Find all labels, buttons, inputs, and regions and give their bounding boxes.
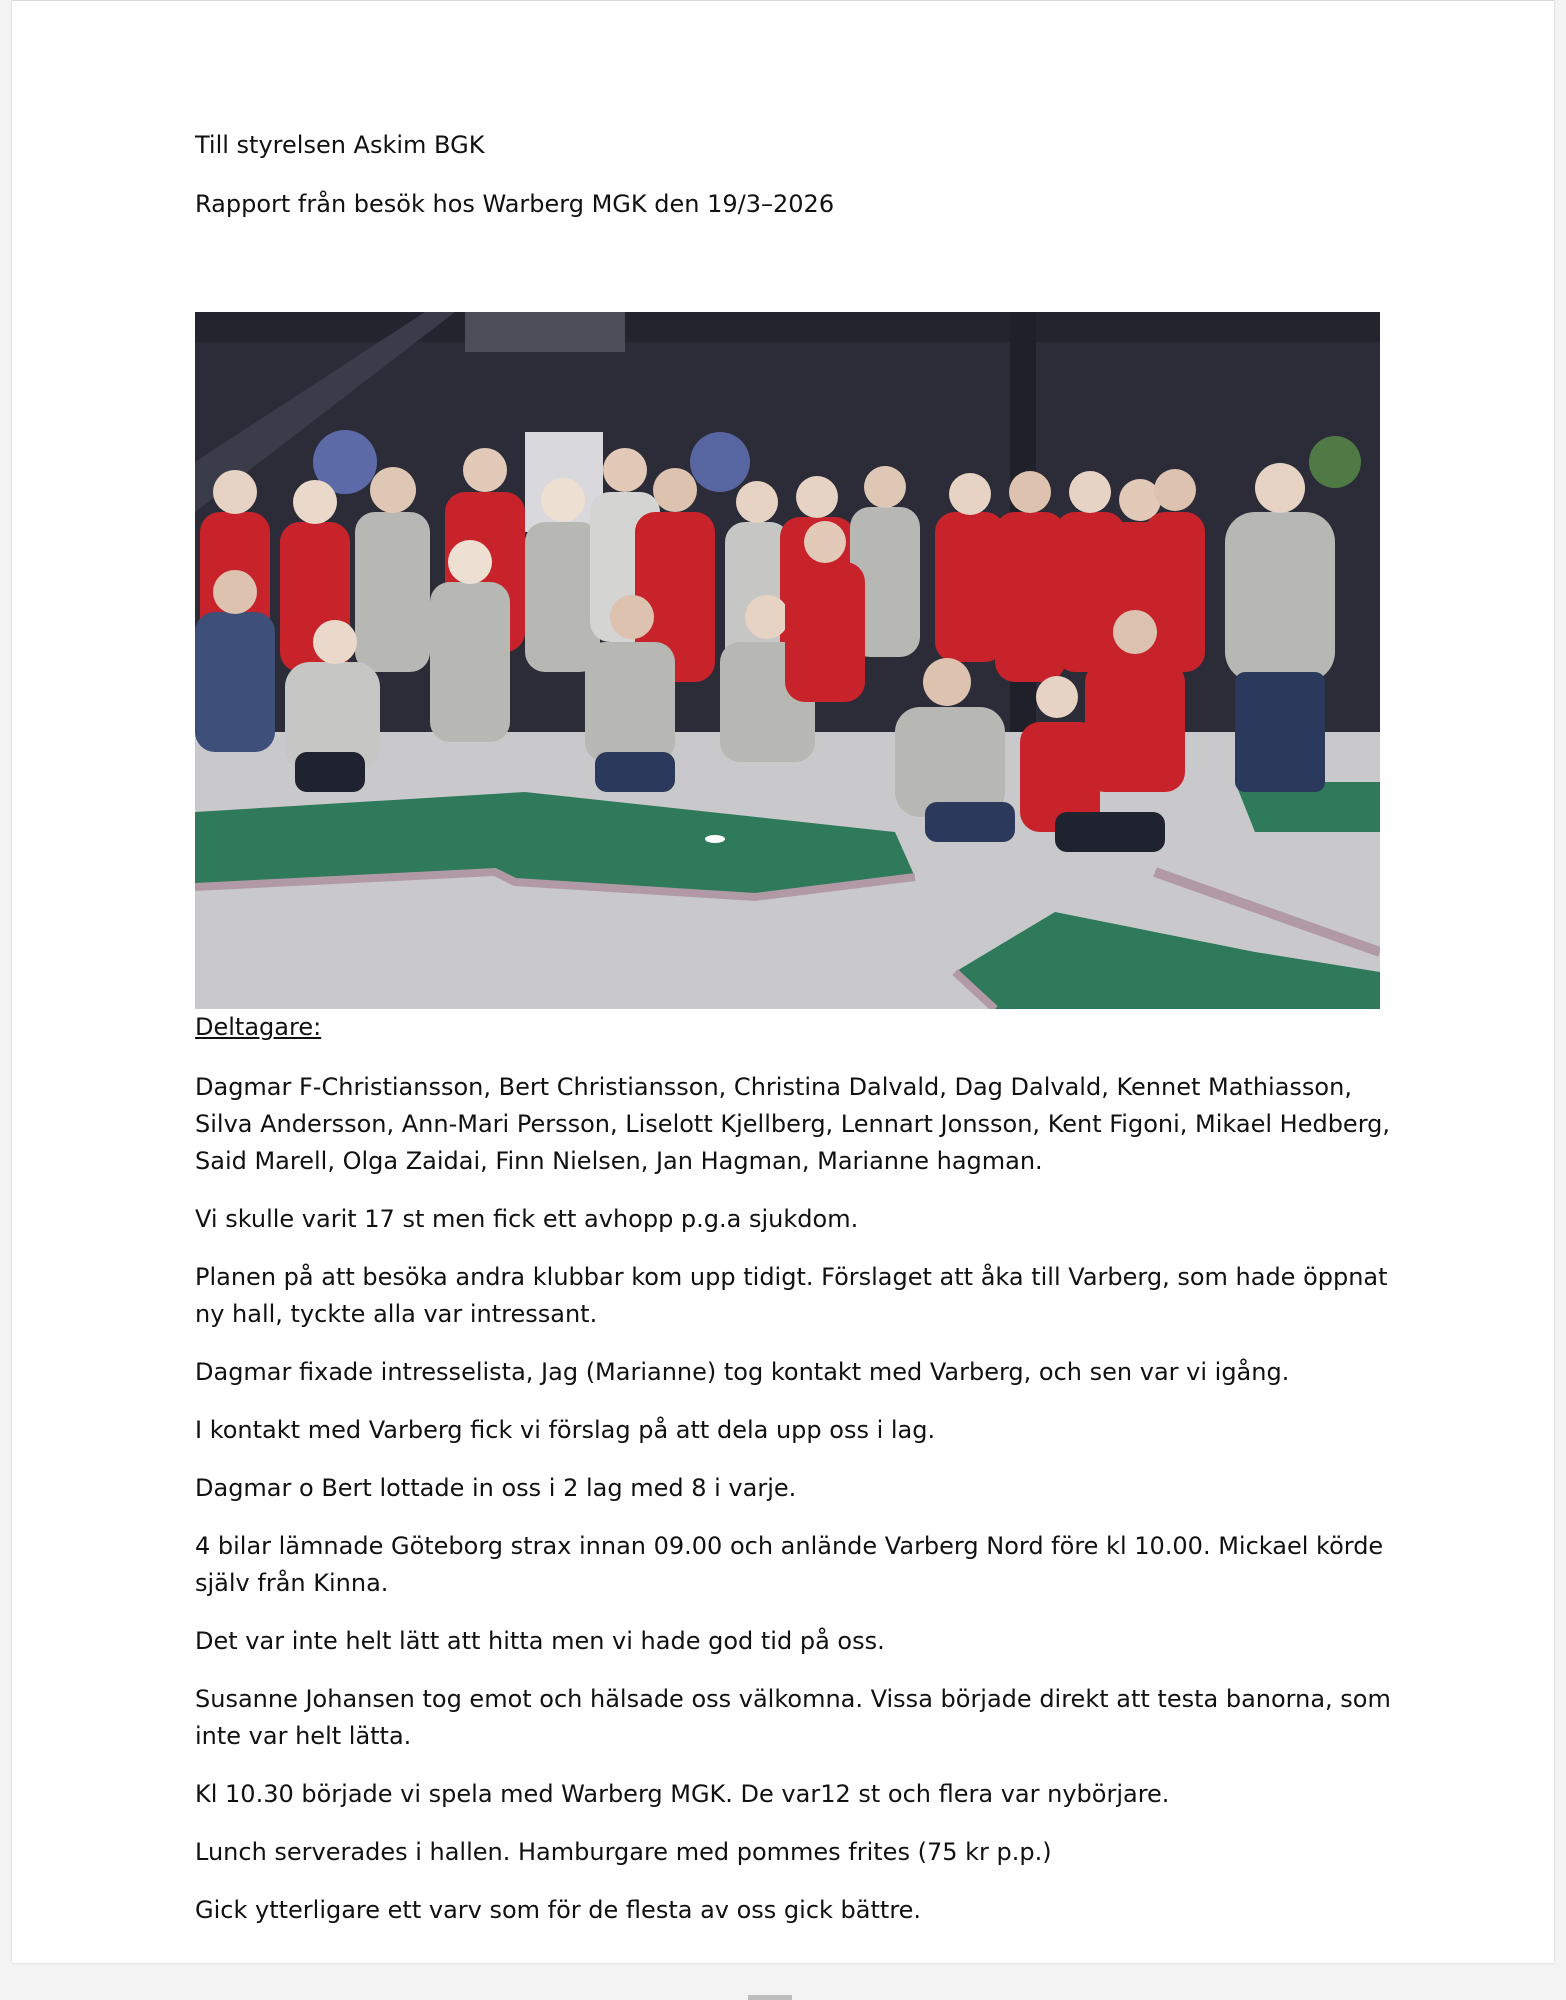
paragraph: Dagmar fixade intresselista, Jag (Marianne) tog kontakt med Varberg, och sen var vi igång. <box>195 1358 1290 1386</box>
paragraph: Det var inte helt lätt att hitta men vi hade god tid på oss. <box>195 1627 885 1655</box>
paragraph: 4 bilar lämnade Göteborg strax innan 09.00 och anlände Varberg Nord före kl 10.00. Mickael körde själv från Kinna. <box>195 1532 1384 1597</box>
paragraph: Dagmar o Bert lottade in oss i 2 lag med 8 i varje. <box>195 1474 797 1502</box>
page-divider-mark <box>748 1995 792 2000</box>
paragraph: Susanne Johansen tog emot och hälsade oss välkomna. Vissa började direkt att testa banorna, som inte var helt lätta. <box>195 1685 1391 1750</box>
paragraph: I kontakt med Varberg fick vi förslag på att dela upp oss i lag. <box>195 1416 936 1444</box>
group-photo <box>195 312 1380 1009</box>
participants-list: Dagmar F-Christiansson, Bert Christiansson, Christina Dalvald, Dag Dalvald, Kennet Mathiasson, Silva Andersson, Ann-Mari Persson, Liselott Kjellberg, Lennart Jonsson, Kent Figoni, Mikael Hedberg, Said Marell, Olga Zaidai, Finn Nielsen, Jan Hagman, Marianne hagman. <box>195 1073 1391 1175</box>
participants-heading: Deltagare: <box>195 1013 322 1041</box>
report-title: Rapport från besök hos Warberg MGK den 19/3–2026 <box>195 190 835 218</box>
paragraph: Planen på att besöka andra klubbar kom upp tidigt. Förslaget att åka till Varberg, som hade öppnat ny hall, tyckte alla var intressant. <box>195 1263 1388 1328</box>
addressee-line: Till styrelsen Askim BGK <box>195 131 485 159</box>
report-body <box>195 1069 1395 1950</box>
paragraph: Kl 10.30 började vi spela med Warberg MGK. De var12 st och flera var nybörjare. <box>195 1780 1170 1808</box>
paragraph: Vi skulle varit 17 st men fick ett avhopp p.g.a sjukdom. <box>195 1205 859 1233</box>
document-page <box>12 0 1554 1963</box>
paragraph: Gick ytterligare ett varv som för de flesta av oss gick bättre. <box>195 1896 922 1924</box>
paragraph: Lunch serverades i hallen. Hamburgare med pommes frites (75 kr p.p.) <box>195 1838 1052 1866</box>
